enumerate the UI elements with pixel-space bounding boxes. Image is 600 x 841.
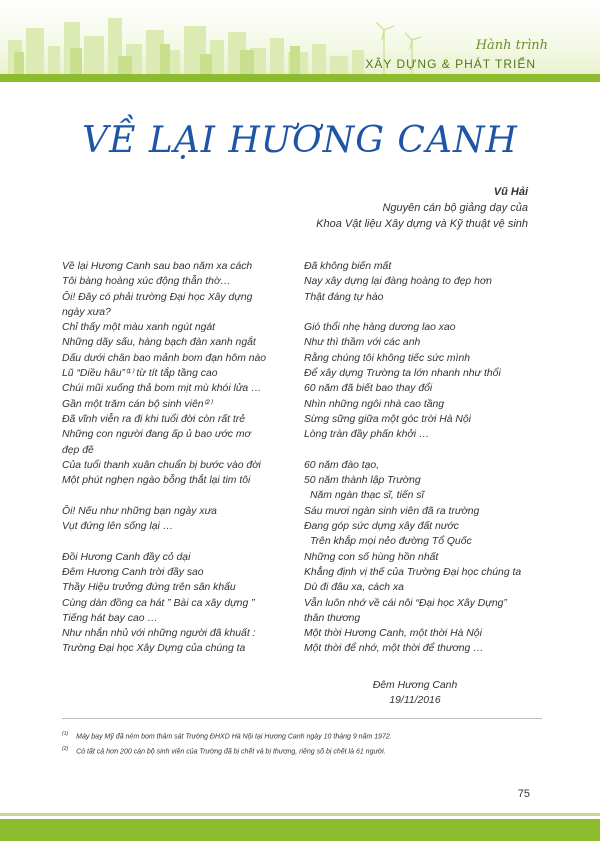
poem-line: Tôi bàng hoàng xúc động thẫn thờ… xyxy=(62,276,231,288)
footnote-item xyxy=(62,743,552,758)
poem-line: Trên khắp mọi nẻo đường Tổ Quốc xyxy=(310,536,472,548)
poem-line: 60 năm đào tạo, xyxy=(304,459,380,471)
footnote-divider xyxy=(62,718,542,719)
poem-column-right xyxy=(304,259,544,657)
poem-line: Gần một trăm cán bộ sinh viên⁽²⁾ xyxy=(62,398,213,410)
poem-line: Gió thổi nhẹ hàng dương lao xao xyxy=(304,322,456,334)
poem-line: Cùng dàn đồng ca hát ” Bài ca xây dựng ” xyxy=(62,597,255,609)
article-title: VỀ LẠI HƯƠNG CANH xyxy=(82,120,518,161)
footer-band xyxy=(0,819,600,841)
author-name: Vũ Hải xyxy=(493,186,528,198)
signoff-date: 19/11/2016 xyxy=(389,695,441,706)
poem-column-left xyxy=(62,259,287,657)
footnote-mark: (2) xyxy=(62,746,69,753)
poem-line: Tiếng hát bay cao … xyxy=(62,612,158,624)
poem-line: Vụt đứng lên sống lại … xyxy=(62,521,174,533)
poem-line: Đã vĩnh viễn ra đi khi tuổi đời còn rất trẻ xyxy=(62,413,246,425)
poem-line: Khẳng định vị thế của Trường Đại học chúng ta xyxy=(304,566,522,578)
footnote-text: Máy bay Mỹ đã ném bom thảm sát Trường ĐHXD Hà Nội tại Hương Canh ngày 10 tháng 9 năm 1972. xyxy=(76,733,392,741)
poem-line: Một thời để nhớ, một thời để thương … xyxy=(304,643,484,655)
poem-line: Sừng sững giữa một góc trời Hà Nội xyxy=(304,413,471,425)
footnote-mark: (1) xyxy=(62,731,69,737)
poem-line: Ôi! Đây có phải trường Đại học Xây dựng xyxy=(62,291,253,303)
poem-line: Về lại Hương Canh sau bao năm xa cách xyxy=(62,261,253,272)
poem-line: Năm ngàn thạc sĩ, tiến sĩ xyxy=(310,490,424,502)
poem-line: Để xây dựng Trường ta lớn nhanh như thổi xyxy=(304,368,501,380)
poem-line: Những dãy sấu, hàng bạch đàn xanh ngắt xyxy=(62,337,256,349)
poem-line: Chúi mũi xuống thả bom mịt mù khói lửa … xyxy=(62,383,262,395)
author-role-line-2: Khoa Vật liệu Xây dựng và Kỹ thuật vệ sinh xyxy=(316,218,528,230)
brand-script-text: Hành trình xyxy=(475,38,548,53)
page-number: 75 xyxy=(517,788,530,800)
poem-line: Những con người đang ấp ủ bao ước mơ xyxy=(62,429,251,441)
footnote-text: Có tất cả hơn 200 cán bộ sinh viên của Trường đã bị chết và bị thương, riêng số bị chết là 61 người. xyxy=(76,748,386,756)
poem-line: Chỉ thấy một màu xanh ngút ngát xyxy=(62,322,216,334)
poem-line: Thầy Hiệu trưởng đứng trên sân khấu xyxy=(62,582,236,594)
poem-line: Ôi! Nếu như những bạn ngày xưa xyxy=(62,505,217,517)
footnotes xyxy=(62,728,552,759)
poem-line xyxy=(304,443,544,458)
header-band xyxy=(0,74,600,82)
poem-line: Đêm Hương Canh trời đầy sao xyxy=(62,566,204,578)
poem-line: Của tuổi thanh xuân chuẩn bị bước vào đời xyxy=(62,459,261,471)
poem-line: Đang góp sức dựng xây đất nước xyxy=(304,521,459,533)
poem-line: Đã không biến mất xyxy=(304,261,392,272)
brand-main-text: XÂY DỰNG & PHÁT TRIỂN xyxy=(365,57,536,71)
poem-line: Dù đi đâu xa, cách xa xyxy=(304,582,404,594)
poem-line: Như thì thầm với các anh xyxy=(304,337,421,349)
poem-line: Nay xây dựng lại đàng hoàng to đẹp hơn xyxy=(304,276,492,288)
poem-line: thân thương xyxy=(304,612,361,624)
poem-line: Một thời Hương Canh, một thời Hà Nội xyxy=(304,628,482,640)
poem-line: 50 năm thành lập Trường xyxy=(304,475,421,487)
signoff-place: Đêm Hương Canh xyxy=(372,680,458,691)
poem-line: Lòng tràn đầy phấn khởi … xyxy=(304,429,430,441)
page-header xyxy=(0,0,600,82)
poem-line: Như nhắn nhủ với những người đã khuất : xyxy=(62,628,256,640)
poem-line: Lũ “Diều hâu”⁽¹⁾ từ tít tắp tầng cao xyxy=(62,368,218,380)
footnote-item xyxy=(62,728,552,743)
poem-line: Vẫn luôn nhớ về cái nôi “Đại học Xây Dựng” xyxy=(304,597,507,609)
poem-line: Dấu dưới chân bao mảnh bom đạn hôm nào xyxy=(62,352,267,364)
poem-line: 60 năm đã biết bao thay đổi xyxy=(304,383,433,395)
poem-line: Những con số hùng hồn nhất xyxy=(304,551,439,563)
poem-line xyxy=(62,488,287,503)
poem-line: Một phút nghẹn ngào bỗng thắt lại tim tôi xyxy=(62,475,251,487)
poem-line xyxy=(62,534,287,549)
poem-line: Rằng chúng tôi không tiếc sức mình xyxy=(304,352,471,364)
poem-line: ngày xưa? xyxy=(62,306,111,318)
poem-line: Thật đáng tự hào xyxy=(304,291,384,303)
signoff xyxy=(350,678,480,708)
poem-line xyxy=(304,305,544,320)
byline xyxy=(316,184,528,232)
poem-line: Nhìn những ngôi nhà cao tầng xyxy=(304,398,445,410)
poem-line: Trường Đại học Xây Dựng của chúng ta xyxy=(62,643,246,655)
poem-line: Đồi Hương Canh đầy cỏ dại xyxy=(62,551,191,563)
author-role-line-1: Nguyên cán bộ giảng dạy của xyxy=(382,202,528,214)
poem-line: Sáu mươi ngàn sinh viên đã ra trường xyxy=(304,505,480,517)
poem-line: đẹp đẽ xyxy=(62,444,94,456)
